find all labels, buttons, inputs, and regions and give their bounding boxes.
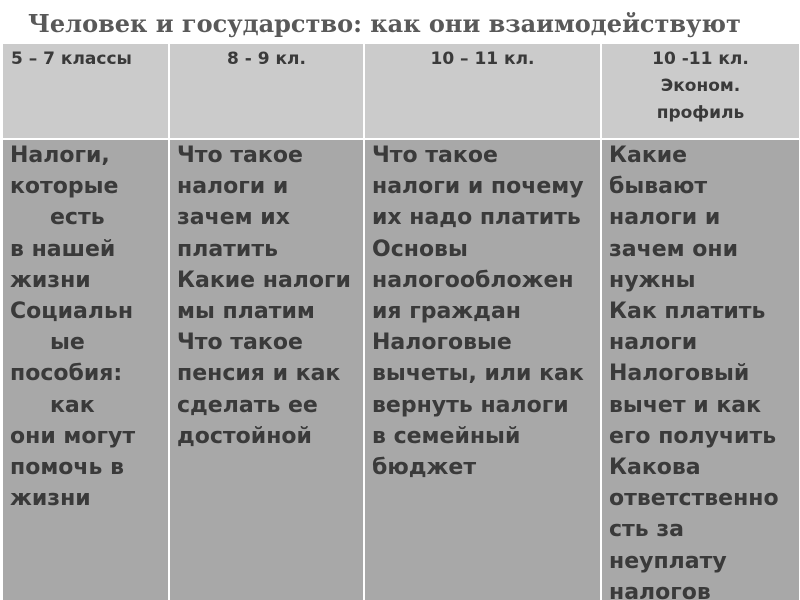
header-cell <box>169 43 364 139</box>
curriculum-table <box>1 42 800 600</box>
cell-line: Какова <box>609 455 701 481</box>
cell-line: Налоги, <box>10 143 110 168</box>
cell-line: мы платим <box>177 299 315 325</box>
cell-line: Социальн <box>10 299 134 325</box>
cell-line: они могут <box>10 423 136 449</box>
cell-line: в семейный <box>372 423 521 449</box>
cell-line: помочь в <box>10 455 125 481</box>
slide-title: Человек и государство: как они взаимодействуют <box>28 9 741 38</box>
cell-line: налогообложен <box>372 267 574 293</box>
cell-line: ия граждан <box>372 299 521 325</box>
table-cell <box>2 139 169 600</box>
cell-line: Как платить <box>609 299 766 325</box>
table-cell <box>364 139 601 600</box>
header-line: 8 - 9 кл. <box>227 49 306 69</box>
cell-line: его получить <box>609 423 777 449</box>
cell-line: в нашей <box>10 236 116 262</box>
cell-line: вернуть налоги <box>372 392 569 418</box>
cell-line: Что такое <box>372 143 498 168</box>
header-line: Эконом. <box>660 76 741 96</box>
cell-line: достойной <box>177 423 312 449</box>
header-line: 5 – 7 классы <box>11 49 132 69</box>
cell-line: Что такое <box>177 330 303 356</box>
cell-line: зачем они <box>609 236 739 262</box>
cell-line: вычеты, или как <box>372 361 584 387</box>
cell-line: Основы <box>372 236 468 262</box>
cell-line: налоги <box>609 330 698 356</box>
cell-line: Что такое <box>177 143 303 168</box>
header-line: профиль <box>656 103 745 123</box>
cell-line: налоги и <box>177 174 289 200</box>
table-cell <box>169 139 364 600</box>
cell-line: платить <box>177 236 278 262</box>
cell-line: которые <box>10 174 119 200</box>
cell-line: ответственно <box>609 486 779 512</box>
cell-line: ые <box>50 330 85 356</box>
header-cell <box>601 43 800 139</box>
cell-line: Налоговый <box>609 361 750 387</box>
cell-line: Какие <box>609 143 688 168</box>
table-header-row <box>2 43 800 139</box>
cell-line: зачем их <box>177 205 290 231</box>
cell-line: неуплату <box>609 548 727 574</box>
cell-line: жизни <box>10 267 91 293</box>
cell-line: вычет и как <box>609 392 762 418</box>
cell-line: их надо платить <box>372 205 581 231</box>
table-row <box>2 139 800 600</box>
cell-line: пенсия и как <box>177 361 341 387</box>
header-cell <box>364 43 601 139</box>
cell-line: сделать ее <box>177 392 318 418</box>
cell-line: как <box>50 392 95 418</box>
cell-line: налогов <box>609 579 711 600</box>
header-line: 10 – 11 кл. <box>430 49 535 69</box>
cell-line: пособия: <box>10 361 123 387</box>
cell-line: есть <box>50 205 105 231</box>
cell-line: Какие налоги <box>177 267 351 293</box>
cell-line: бюджет <box>372 455 477 481</box>
cell-line: Налоговые <box>372 330 512 356</box>
header-cell <box>2 43 169 139</box>
cell-line: нужны <box>609 267 696 293</box>
cell-line: налоги и <box>609 205 721 231</box>
cell-line: налоги и почему <box>372 174 584 200</box>
cell-line: сть за <box>609 517 684 543</box>
cell-line: жизни <box>10 486 91 512</box>
table-cell <box>601 139 800 600</box>
header-line: 10 -11 кл. <box>652 49 749 69</box>
cell-line: бывают <box>609 174 708 200</box>
